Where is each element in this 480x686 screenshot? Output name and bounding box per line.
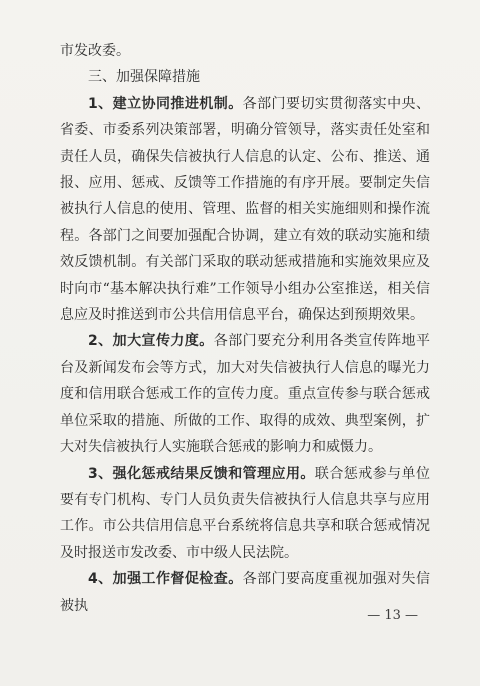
- paragraph-1: [60, 91, 430, 329]
- page-number: — 13 —: [367, 608, 418, 623]
- paragraph-text: 各部门要切实贯彻落实中央、省委、市委系列决策部署，明确分管领导，落实责任处室和责任人员，确保失信被执行人信息的认定、公布、推送、通报、应用、惩戒、反馈等工作措施的有序开展。要制定失信被执行人信息的使用、管理、监督的相关实施细则和操作流程。各部门之间要加强配合协调，建立有效的联动实施和绩效反馈机制。有关部门采取的联动惩戒措施和实施效果应及时向市“基本解决执行难”工作领导小组办公室推送，相关信息应及时推送到市公共信用信息平台，确保达到预期效果。: [60, 95, 431, 324]
- paragraph-text: 市发改委。: [60, 43, 130, 59]
- paragraph-text: 各部门要高度重视加强对失信被执: [60, 571, 431, 614]
- paragraph-lead: 1、建立协同推进机制。: [88, 95, 243, 112]
- paragraph-lead: 3、强化惩戒结果反馈和管理应用。: [88, 465, 315, 482]
- paragraph-continuation: [60, 38, 430, 64]
- document-body: [60, 38, 430, 619]
- section-heading: [60, 64, 430, 90]
- paragraph-3: [60, 461, 430, 567]
- paragraph-lead: 2、加大宣传力度。: [88, 333, 214, 350]
- paragraph-text: 各部门要充分利用各类宣传阵地平台及新闻发布会等方式，加大对失信被执行人信息的曝光力度和信用联合惩戒工作的宣传力度。重点宣传参与联合惩戒单位采取的措施、所做的工作、取得的成效、典型案例，扩大对失信被执行人实施联合惩戒的影响力和威慑力。: [60, 333, 431, 456]
- paragraph-2: [60, 328, 430, 460]
- paragraph-text: 联合惩戒参与单位要有专门机构、专门人员负责失信被执行人信息共享与应用工作。市公共信用信息平台系统将信息共享和联合惩戒情况及时报送市发改委、市中级人民法院。: [60, 465, 430, 561]
- paragraph-lead: 4、加强工作督促检查。: [88, 571, 243, 588]
- section-heading-text: 三、加强保障措施: [88, 69, 200, 86]
